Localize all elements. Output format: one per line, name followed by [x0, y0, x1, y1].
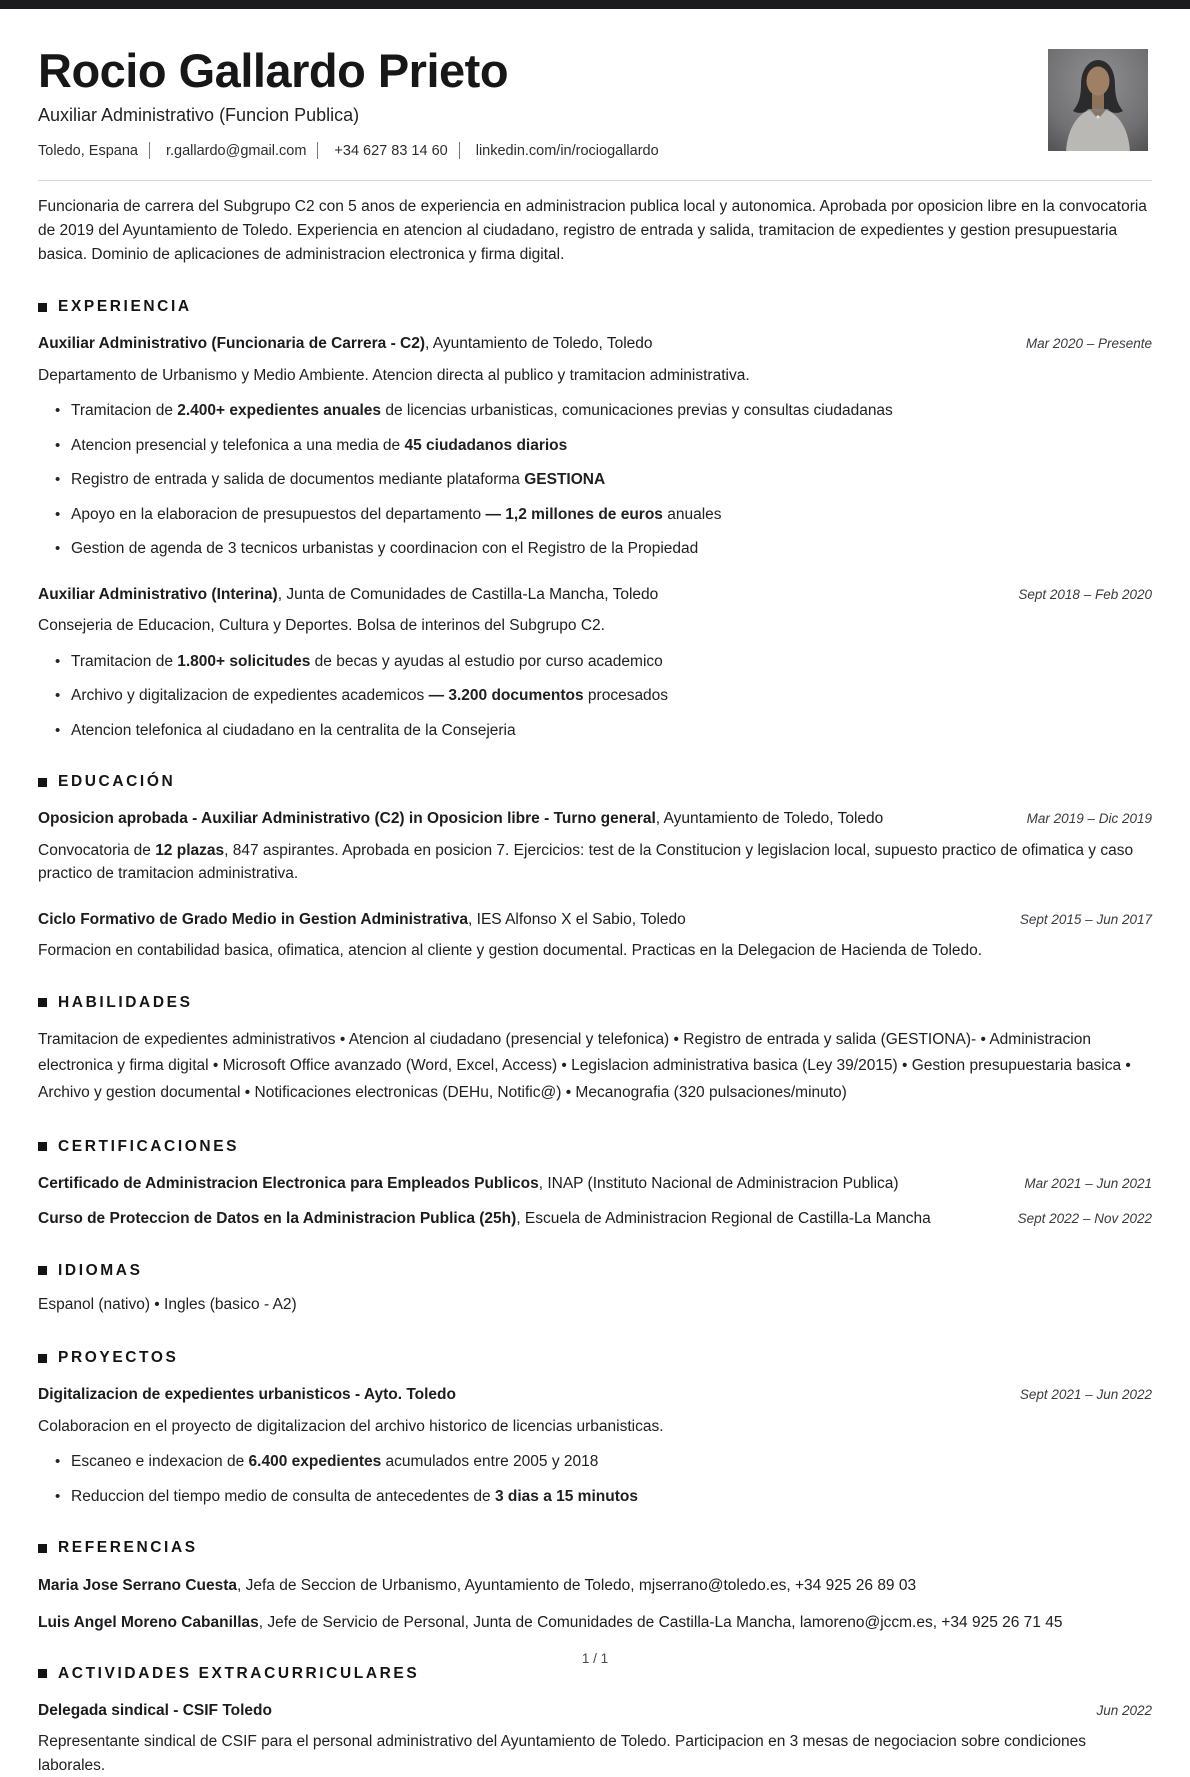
- languages-list: Espanol (nativo) • Ingles (basico - A2): [38, 1295, 297, 1313]
- section-heading-experiencia: [38, 298, 1152, 316]
- resume-page: [0, 46, 1190, 1777]
- bullet-list: [38, 400, 1152, 560]
- header-divider: [38, 180, 1152, 181]
- education-entry: [38, 808, 1152, 886]
- header: [38, 46, 1152, 159]
- entry-description: Departamento de Urbanismo y Medio Ambiente. Atencion directa al publico y tramitacion administrativa.: [38, 366, 750, 384]
- bullet-item: • Apoyo en la elaboracion de presupuestos del departamento — 1,2 millones de euros anuales: [71, 504, 1152, 526]
- bullet-item: • Reduccion del tiempo medio de consulta de antecedentes de 3 dias a 15 minutos: [71, 1486, 1152, 1508]
- section-heading-idiomas: [38, 1262, 1152, 1280]
- entry-date: Mar 2019 – Dic 2019: [1026, 811, 1152, 827]
- section-marker-icon: [38, 1142, 47, 1151]
- entry-date: Sept 2015 – Jun 2017: [1019, 911, 1152, 927]
- section-heading-educacion: [38, 773, 1152, 791]
- section-proyectos: [38, 1349, 1152, 1508]
- section-heading-label: EXPERIENCIA: [58, 298, 192, 316]
- entry-title: Auxiliar Administrativo (Interina), Junta de Comunidades de Castilla-La Mancha, Toledo: [38, 585, 659, 603]
- section-heading-actividades: [38, 1665, 1152, 1683]
- bullet-item: • Escaneo e indexacion de 6.400 expedientes acumulados entre 2005 y 2018: [71, 1451, 1152, 1473]
- contact-location: Toledo, Espana: [38, 142, 138, 159]
- contact-divider: [149, 142, 150, 159]
- entry-date: Sept 2022 – Nov 2022: [1017, 1211, 1152, 1227]
- contact-divider: [317, 142, 318, 159]
- entry-head: [38, 1173, 1152, 1195]
- section-habilidades: [38, 994, 1152, 1107]
- section-marker-icon: [38, 778, 47, 787]
- bullet-item: • Archivo y digitalizacion de expedientes academicos — 3.200 documentos procesados: [71, 685, 1152, 707]
- section-heading-label: PROYECTOS: [58, 1349, 179, 1367]
- entry-date: Sept 2021 – Jun 2022: [1019, 1387, 1152, 1403]
- reference-line: Maria Jose Serrano Cuesta, Jefa de Seccion de Urbanismo, Ayuntamiento de Toledo, mjserrano@toledo.es, +34 925 26 89 03: [38, 1577, 917, 1595]
- section-idiomas: [38, 1262, 1152, 1319]
- project-entry: [38, 1384, 1152, 1508]
- experience-entry: [38, 333, 1152, 560]
- section-heading-proyectos: [38, 1349, 1152, 1367]
- bullet-item: • Registro de entrada y salida de documentos mediante plataforma GESTIONA: [71, 469, 1152, 491]
- activity-entry: [38, 1700, 1152, 1777]
- entry-description: Formacion en contabilidad basica, ofimatica, atencion al cliente y gestion documental. Practicas en la Delegacion de Hacienda de Toledo.: [38, 942, 983, 960]
- section-marker-icon: [38, 1544, 47, 1553]
- bullet-list: [38, 1451, 1152, 1508]
- bullet-item: • Tramitacion de 1.800+ solicitudes de becas y ayudas al estudio por curso academico: [71, 651, 1152, 673]
- entry-date: Mar 2021 – Jun 2021: [1024, 1175, 1152, 1191]
- person-portrait-icon: [1048, 49, 1148, 151]
- section-certificaciones: [38, 1138, 1152, 1231]
- section-referencias: [38, 1539, 1152, 1634]
- entry-description: Consejeria de Educacion, Cultura y Deportes. Bolsa de interinos del Subgrupo C2.: [38, 617, 605, 635]
- entry-description: Colaboracion en el proyecto de digitalizacion del archivo historico de licencias urbanisticas.: [38, 1417, 664, 1435]
- contact-divider: [459, 142, 460, 159]
- section-actividades: [38, 1665, 1152, 1777]
- experience-entry: [38, 584, 1152, 742]
- education-entry: [38, 909, 1152, 963]
- section-heading-label: CERTIFICACIONES: [58, 1137, 240, 1155]
- section-heading-label: REFERENCIAS: [58, 1539, 198, 1557]
- entry-head: [38, 1208, 1152, 1230]
- top-accent-bar: [0, 0, 1190, 9]
- contact-row: [38, 142, 1152, 159]
- section-marker-icon: [38, 1669, 47, 1678]
- reference-line: Luis Angel Moreno Cabanillas, Jefe de Servicio de Personal, Junta de Comunidades de Castilla-La Mancha, lamoreno@jccm.es, +34 925 26 71 45: [38, 1613, 1063, 1631]
- summary-text: Funcionaria de carrera del Subgrupo C2 con 5 anos de experiencia en administracion publica local y autonomica. Aprobada por oposicion libre en la convocatoria de 2019 del Ayuntamiento de Toledo. Experiencia en atencion al ciudadano, registro de entrada y salida, tramitacion de expedientes y gestion presupuestaria basica. Dominio de aplicaciones de administracion electronica y firma digital.: [38, 198, 1147, 264]
- entry-head: [38, 808, 1152, 830]
- entry-date: Jun 2022: [1096, 1702, 1152, 1718]
- certification-entry: [38, 1208, 1152, 1230]
- section-heading-habilidades: [38, 994, 1152, 1012]
- bullet-item: • Tramitacion de 2.400+ expedientes anuales de licencias urbanisticas, comunicaciones previas y consultas ciudadanas: [71, 400, 1152, 422]
- entry-description: Convocatoria de 12 plazas, 847 aspirantes. Aprobada en posicion 7. Ejercicios: test de la Constitucion y legislacion local, supuesto practico de ofimatica y caso practico de tramitacion administrativa.: [38, 841, 1134, 883]
- entry-title: Certificado de Administracion Electronica para Empleados Publicos, INAP (Instituto Nacional de Administracion Publica): [38, 1174, 899, 1192]
- section-marker-icon: [38, 1354, 47, 1363]
- candidate-title: Auxiliar Administrativo (Funcion Publica): [38, 105, 360, 126]
- section-marker-icon: [38, 1266, 47, 1275]
- bullet-item: • Gestion de agenda de 3 tecnicos urbanistas y coordinacion con el Registro de la Propiedad: [71, 538, 1152, 560]
- contact-email: r.gallardo@gmail.com: [165, 142, 307, 159]
- section-heading-certificaciones: [38, 1138, 1152, 1156]
- entry-title: Delegada sindical - CSIF Toledo: [38, 1701, 272, 1719]
- entry-date: Sept 2018 – Feb 2020: [1018, 586, 1152, 602]
- entry-head: [38, 333, 1152, 355]
- contact-linkedin: linkedin.com/in/rociogallardo: [475, 142, 659, 159]
- section-heading-label: IDIOMAS: [58, 1261, 143, 1279]
- page-number: 1 / 1: [581, 1651, 609, 1666]
- section-heading-label: HABILIDADES: [58, 993, 193, 1011]
- entry-date: Mar 2020 – Presente: [1025, 336, 1152, 352]
- section-educacion: [38, 773, 1152, 963]
- bullet-item: • Atencion presencial y telefonica a una media de 45 ciudadanos diarios: [71, 435, 1152, 457]
- entry-head: [38, 1384, 1152, 1406]
- contact-phone: +34 627 83 14 60: [334, 142, 448, 159]
- section-marker-icon: [38, 303, 47, 312]
- entry-title: Oposicion aprobada - Auxiliar Administrativo (C2) in Oposicion libre - Turno general, Ayuntamiento de Toledo, Toledo: [38, 810, 884, 828]
- entry-description: Representante sindical de CSIF para el personal administrativo del Ayuntamiento de Toledo. Participacion en 3 mesas de negociacion sobre condiciones laborales.: [38, 1733, 1087, 1774]
- bullet-item: • Atencion telefonica al ciudadano en la centralita de la Consejeria: [71, 720, 1152, 742]
- entry-head: [38, 584, 1152, 606]
- entry-title: Digitalizacion de expedientes urbanisticos - Ayto. Toledo: [38, 1386, 456, 1404]
- certification-entry: [38, 1173, 1152, 1195]
- entry-title: Ciclo Formativo de Grado Medio in Gestion Administrativa, IES Alfonso X el Sabio, Toledo: [38, 910, 686, 928]
- entry-title: Auxiliar Administrativo (Funcionaria de Carrera - C2), Ayuntamiento de Toledo, Toledo: [38, 335, 653, 353]
- entry-title: Curso de Proteccion de Datos en la Administracion Publica (25h), Escuela de Administracion Regional de Castilla-La Mancha: [38, 1210, 931, 1228]
- profile-photo: [1048, 49, 1148, 151]
- section-heading-label: EDUCACIÓN: [58, 773, 176, 791]
- section-experiencia: [38, 298, 1152, 742]
- section-heading-referencias: [38, 1539, 1152, 1557]
- entry-head: [38, 1700, 1152, 1722]
- entry-head: [38, 909, 1152, 931]
- candidate-name: Rocio Gallardo Prieto: [38, 44, 509, 97]
- bullet-list: [38, 651, 1152, 742]
- section-marker-icon: [38, 998, 47, 1007]
- skills-list: Tramitacion de expedientes administrativos • Atencion al ciudadano (presencial y telefonica) • Registro de entrada y salida (GESTIONA)- • Administracion electronica y firma digital • Microsoft Office avanzado (Word, Excel, Access) • Legislacion administrativa basica (Ley 39/2015) • Gestion presupuestaria basica • Archivo y gestion documental • Notificaciones electronicas (DEHu, Notific@) • Mecanografia (320 pulsaciones/minuto): [38, 1030, 1131, 1102]
- section-heading-label: ACTIVIDADES EXTRACURRICULARES: [58, 1664, 420, 1682]
